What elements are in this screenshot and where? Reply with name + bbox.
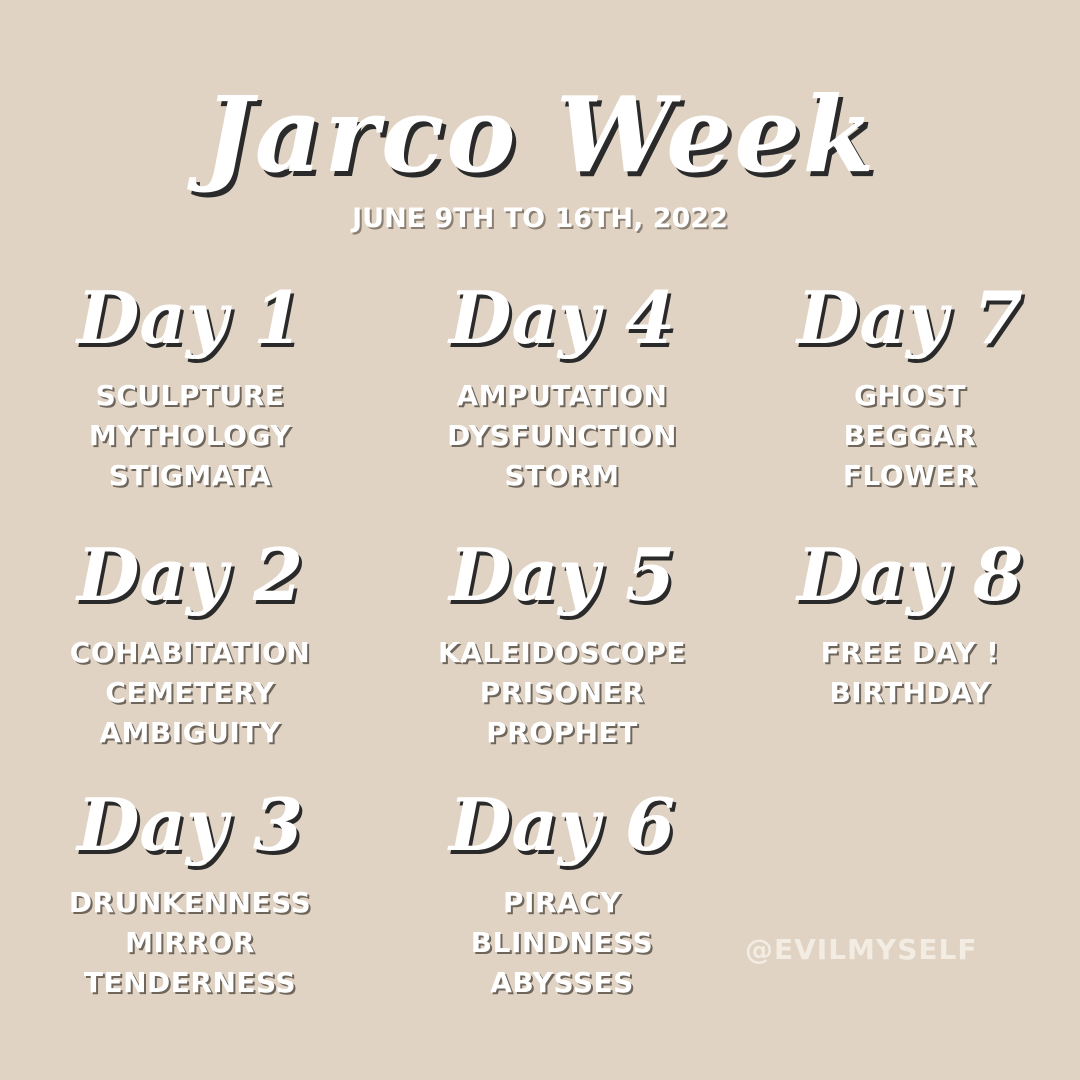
day-3-heading: Day 3 <box>76 782 304 867</box>
day-6-block <box>392 782 732 1003</box>
topic-item: PRISONER <box>479 676 645 709</box>
day-8-heading: Day 8 <box>796 532 1024 617</box>
topic-item: FLOWER <box>842 459 978 492</box>
topic-item: SCULPTURE <box>95 379 285 412</box>
topic-item: FREE DAY ! <box>820 636 1000 669</box>
day-3-topics <box>20 883 360 1003</box>
topic-item: BIRTHDAY <box>829 676 991 709</box>
day-2-topics <box>20 633 360 753</box>
day-4-heading: Day 4 <box>448 275 676 360</box>
topic-item: CEMETERY <box>105 676 275 709</box>
topic-item: BEGGAR <box>843 419 977 452</box>
day-4-topics <box>392 376 732 496</box>
day-4-block <box>392 275 732 496</box>
day-6-heading: Day 6 <box>448 782 676 867</box>
topic-item: MYTHOLOGY <box>88 419 292 452</box>
day-1-heading: Day 1 <box>76 275 304 360</box>
topic-item: AMPUTATION <box>456 379 668 412</box>
day-3-block <box>20 782 360 1003</box>
author-handle: @EVILMYSELF <box>745 933 978 966</box>
topic-item: DRUNKENNESS <box>68 886 312 919</box>
day-8-block <box>740 532 1080 713</box>
day-1-topics <box>20 376 360 496</box>
topic-item: MIRROR <box>125 926 255 959</box>
day-5-topics <box>392 633 732 753</box>
day-7-heading: Day 7 <box>796 275 1024 360</box>
day-5-heading: Day 5 <box>448 532 676 617</box>
day-2-block <box>20 532 360 753</box>
topic-item: AMBIGUITY <box>99 716 281 749</box>
topic-item: KALEIDOSCOPE <box>438 636 686 669</box>
day-5-block <box>392 532 732 753</box>
day-7-block <box>740 275 1080 496</box>
topic-item: PIRACY <box>503 886 621 919</box>
day-7-topics <box>740 376 1080 496</box>
topic-item: COHABITATION <box>69 636 311 669</box>
day-8-topics <box>740 633 1080 713</box>
topic-item: TENDERNESS <box>83 966 297 999</box>
topic-item: PROPHET <box>486 716 638 749</box>
date-range: JUNE 9TH TO 16TH, 2022 <box>352 203 728 234</box>
topic-item: ABYSSES <box>490 966 634 999</box>
day-6-topics <box>392 883 732 1003</box>
day-1-block <box>20 275 360 496</box>
topic-item: STORM <box>504 459 620 492</box>
topic-item: STIGMATA <box>108 459 272 492</box>
topic-item: GHOST <box>854 379 966 412</box>
page-title: Jarco Week <box>203 73 877 196</box>
topic-item: DYSFUNCTION <box>447 419 677 452</box>
day-2-heading: Day 2 <box>76 532 304 617</box>
topic-item: BLINDNESS <box>470 926 654 959</box>
